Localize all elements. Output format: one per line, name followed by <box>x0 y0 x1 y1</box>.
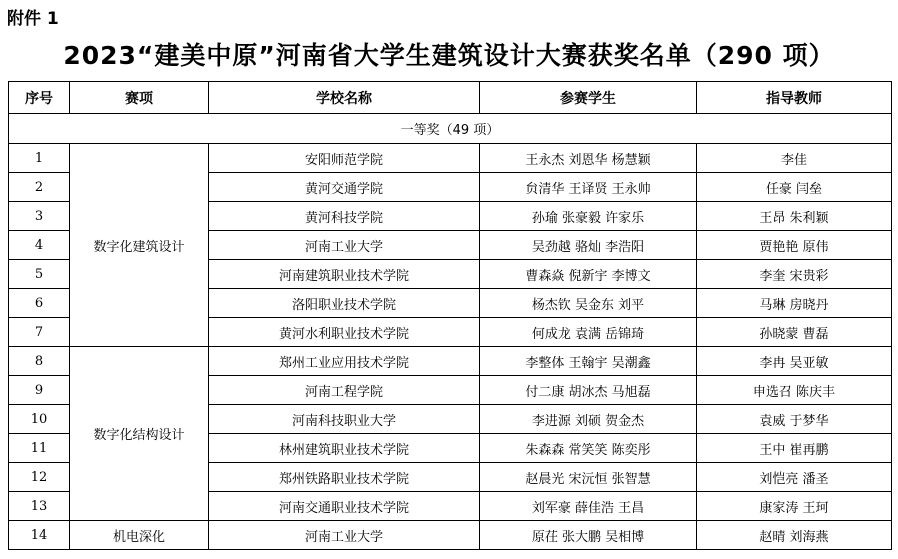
school-cell: 河南交通职业技术学院 <box>209 492 480 521</box>
school-cell: 河南工业大学 <box>209 231 480 260</box>
teachers-cell: 康家涛 王珂 <box>697 492 892 521</box>
row-index: 4 <box>9 231 70 260</box>
students-cell: 朱森森 常笑笑 陈奕彤 <box>480 434 697 463</box>
award-table <box>8 81 892 550</box>
students-cell: 原茌 张大鹏 吴相博 <box>480 521 697 550</box>
row-index: 3 <box>9 202 70 231</box>
teachers-cell: 李冉 吴亚敏 <box>697 347 892 376</box>
school-cell: 郑州工业应用技术学院 <box>209 347 480 376</box>
row-index: 11 <box>9 434 70 463</box>
teachers-cell: 李佳 <box>697 144 892 173</box>
row-index: 2 <box>9 173 70 202</box>
row-index: 9 <box>9 376 70 405</box>
school-cell: 林州建筑职业技术学院 <box>209 434 480 463</box>
teachers-cell: 贾艳艳 原伟 <box>697 231 892 260</box>
row-index: 8 <box>9 347 70 376</box>
column-header-category: 赛项 <box>70 82 209 114</box>
students-cell: 王永杰 刘恩华 杨慧颖 <box>480 144 697 173</box>
school-cell: 河南科技职业大学 <box>209 405 480 434</box>
school-cell: 河南工程学院 <box>209 376 480 405</box>
school-cell: 河南建筑职业技术学院 <box>209 260 480 289</box>
teachers-cell: 王中 崔再鹏 <box>697 434 892 463</box>
column-header-teachers: 指导教师 <box>697 82 892 114</box>
row-index: 13 <box>9 492 70 521</box>
row-index: 5 <box>9 260 70 289</box>
students-cell: 刘军豪 薛佳浩 王昌 <box>480 492 697 521</box>
teachers-cell: 李奎 宋贵彩 <box>697 260 892 289</box>
column-header-students: 参赛学生 <box>480 82 697 114</box>
teachers-cell: 王昂 朱利颖 <box>697 202 892 231</box>
table-header-row <box>9 82 892 114</box>
row-index: 12 <box>9 463 70 492</box>
students-cell: 李整体 王翰宇 吴潮鑫 <box>480 347 697 376</box>
row-index: 7 <box>9 318 70 347</box>
teachers-cell: 孙晓蒙 曹磊 <box>697 318 892 347</box>
school-cell: 洛阳职业技术学院 <box>209 289 480 318</box>
school-cell: 郑州铁路职业技术学院 <box>209 463 480 492</box>
section-row <box>9 114 892 144</box>
school-cell: 黄河水利职业技术学院 <box>209 318 480 347</box>
teachers-cell: 任豪 闫垒 <box>697 173 892 202</box>
students-cell: 何成龙 袁满 岳锦琦 <box>480 318 697 347</box>
row-index: 1 <box>9 144 70 173</box>
category-cell: 数字化结构设计 <box>70 347 209 521</box>
table-row <box>9 144 892 173</box>
school-cell: 黄河交通学院 <box>209 173 480 202</box>
category-cell: 机电深化 <box>70 521 209 550</box>
table-row <box>9 521 892 550</box>
column-header-school: 学校名称 <box>209 82 480 114</box>
students-cell: 杨杰钦 吴金东 刘平 <box>480 289 697 318</box>
page-title: 2023“建美中原”河南省大学生建筑设计大赛获奖名单（290 项） <box>63 41 835 70</box>
teachers-cell: 赵晴 刘海燕 <box>697 521 892 550</box>
teachers-cell: 申选召 陈庆丰 <box>697 376 892 405</box>
column-header-index: 序号 <box>9 82 70 114</box>
school-cell: 河南工业大学 <box>209 521 480 550</box>
students-cell: 曹森焱 倪新宇 李博文 <box>480 260 697 289</box>
section-title: 一等奖（49 项） <box>9 114 892 144</box>
students-cell: 付二康 胡冰杰 马旭磊 <box>480 376 697 405</box>
teachers-cell: 刘恺亮 潘圣 <box>697 463 892 492</box>
students-cell: 赵晨光 宋沅恒 张智慧 <box>480 463 697 492</box>
students-cell: 李进源 刘硕 贺金杰 <box>480 405 697 434</box>
teachers-cell: 袁威 于梦华 <box>697 405 892 434</box>
table-row <box>9 347 892 376</box>
students-cell: 吴劲越 骆灿 李浩阳 <box>480 231 697 260</box>
school-cell: 黄河科技学院 <box>209 202 480 231</box>
category-cell: 数字化建筑设计 <box>70 144 209 347</box>
students-cell: 贠清华 王译贤 王永帅 <box>480 173 697 202</box>
row-index: 10 <box>9 405 70 434</box>
teachers-cell: 马琳 房晓丹 <box>697 289 892 318</box>
attachment-label: 附件 1 <box>7 9 59 29</box>
row-index: 14 <box>9 521 70 550</box>
school-cell: 安阳师范学院 <box>209 144 480 173</box>
row-index: 6 <box>9 289 70 318</box>
students-cell: 孙瑜 张豪毅 许家乐 <box>480 202 697 231</box>
